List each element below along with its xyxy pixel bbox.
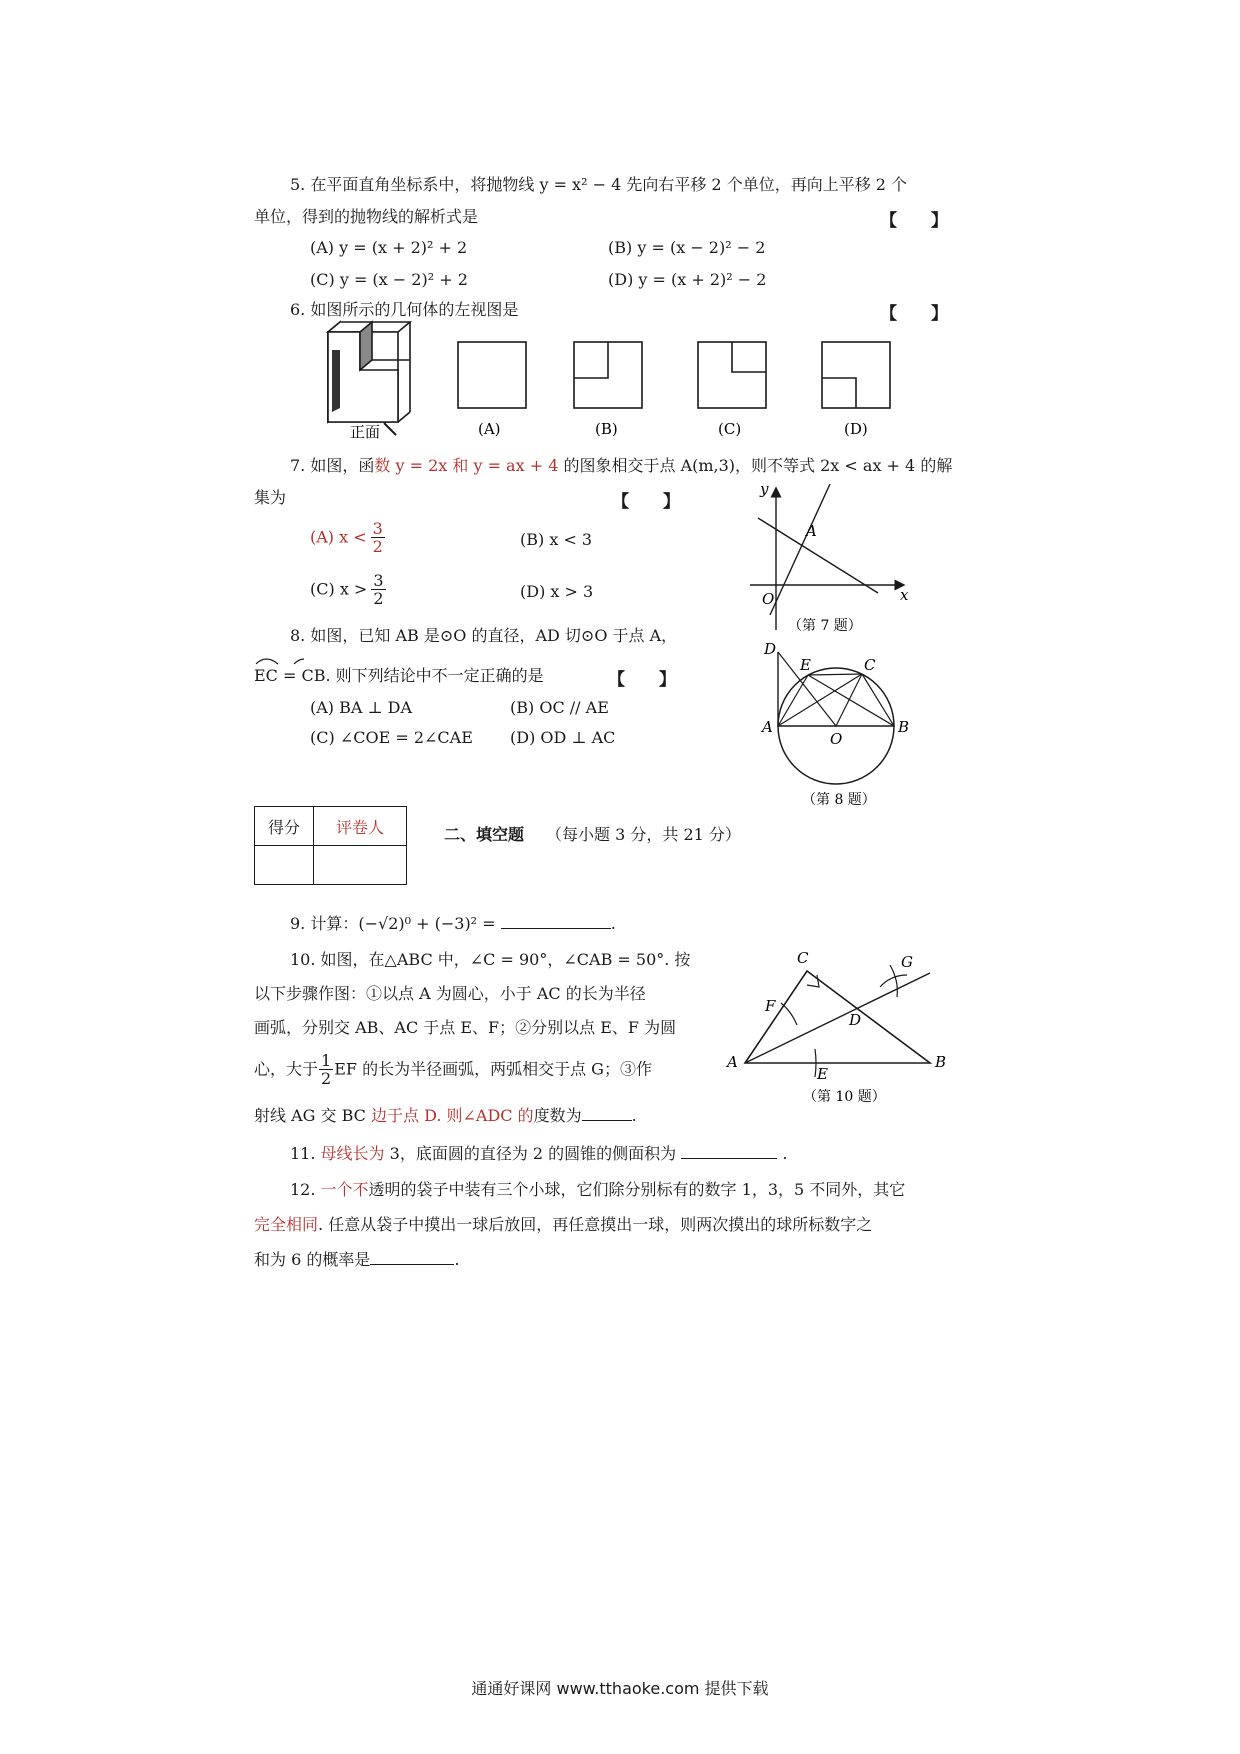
score-box <box>254 806 407 885</box>
q8-segment-eb <box>808 675 894 726</box>
q7-option-c-num: 3 <box>373 571 384 590</box>
q11-end: . <box>782 1144 788 1163</box>
q10-label-f: F <box>765 997 776 1015</box>
q10-triangle-figure <box>725 945 965 1105</box>
q12-number: 12. <box>290 1180 321 1199</box>
q12-text: 透明的袋子中装有三个小球，它们除分别标有的数字 1，3，5 不同外，其它 <box>368 1180 906 1199</box>
score-cell[interactable] <box>255 846 314 885</box>
q10-label-d: D <box>849 1011 862 1029</box>
q7-option-a-text: (A) x < <box>310 527 367 547</box>
q8-caption: （第 8 题） <box>802 792 876 808</box>
q8-arc-marks <box>254 654 304 666</box>
q5-line1: 5. 在平面直角坐标系中，将抛物线 y = x² − 4 先向右平移 2 个单位，再向上平移 2 个 <box>290 175 908 194</box>
q8-segment-ae <box>778 675 808 726</box>
solid-figure <box>328 322 410 422</box>
q11 <box>290 1144 787 1164</box>
q6-label-c: (C) <box>718 420 742 438</box>
q12-line3 <box>254 1250 459 1270</box>
q10-line4-part-a: 心，大于 <box>254 1059 319 1079</box>
q10-end: . <box>631 1106 637 1125</box>
footer: 通通好课网 www.tthaoke.com 提供下载 <box>471 1679 769 1698</box>
q6-label-d: (D) <box>844 420 868 438</box>
q10-line5 <box>254 1106 637 1126</box>
q10-line5-highlight: 边于点 D. 则∠ADC 的 <box>370 1106 534 1125</box>
q10-line5-part-c: 度数为 <box>533 1106 582 1125</box>
q6-answer-bracket: 【 】 <box>880 304 948 324</box>
q7-option-a-num: 3 <box>372 519 383 538</box>
q7-answer-bracket: 【 】 <box>612 492 680 512</box>
q10-answer-blank[interactable] <box>582 1106 632 1121</box>
q8-label-b: B <box>898 718 910 736</box>
q11-number: 11. <box>290 1144 321 1163</box>
q5-option-c: (C) y = (x − 2)² + 2 <box>310 270 468 289</box>
section2-note: （每小题 3 分，共 21 分） <box>546 825 741 844</box>
q10-caption: （第 10 题） <box>803 1089 886 1105</box>
q5-option-d: (D) y = (x + 2)² − 2 <box>608 270 767 289</box>
q7-line1-part-a: 7. 如图，函 <box>290 456 375 475</box>
q6-figure-a <box>458 342 526 408</box>
q7-line1-part-c: 的图象相交于点 A(m,3)，则不等式 2x < ax + 4 的解 <box>558 456 953 475</box>
front-arrow-icon <box>384 423 396 435</box>
q11-answer-blank[interactable] <box>681 1144 777 1159</box>
q10-arc-g1 <box>880 975 907 987</box>
q10-label-g: G <box>901 953 913 971</box>
q8-line1: 8. 如图，已知 AB 是⊙O 的直径，AD 切⊙O 于点 A， <box>290 626 678 645</box>
q9-text: 9. 计算：(−√2)⁰ + (−3)² = <box>290 914 496 933</box>
q6-label-a: (A) <box>478 420 501 438</box>
q10-frac-den: 2 <box>321 1069 332 1088</box>
q8-label-c: C <box>864 656 876 674</box>
q6-figure-c <box>698 342 766 408</box>
q8-option-c: (C) ∠COE = 2∠CAE <box>310 728 473 747</box>
q5-option-b: (B) y = (x − 2)² − 2 <box>608 238 766 257</box>
q6-label-b: (B) <box>595 420 618 438</box>
q6-stem: 6. 如图所示的几何体的左视图是 <box>290 300 519 319</box>
q10-line3: 画弧，分别交 AB、AC 于点 E、F；②分别以点 E、F 为圆 <box>254 1018 677 1037</box>
q5-answer-bracket: 【 】 <box>880 211 948 231</box>
q10-line4 <box>254 1052 652 1092</box>
q8-label-a: A <box>762 718 773 736</box>
q10-ray-ag <box>745 973 930 1063</box>
q8-option-b: (B) OC // AE <box>510 698 609 717</box>
q11-highlight: 母线长为 <box>320 1144 385 1163</box>
q10-label-c: C <box>797 949 809 967</box>
q7-graph <box>740 480 910 640</box>
q8-label-e: E <box>800 656 811 674</box>
q7-origin-label: O <box>762 590 775 608</box>
q12-line2-text: . 任意从袋子中摸出一球后放回，再任意摸出一球，则两次摸出的球所标数字之 <box>318 1215 873 1234</box>
q10-line1: 10. 如图，在△ABC 中，∠C = 90°，∠CAB = 50°. 按 <box>290 950 691 969</box>
q8-option-d: (D) OD ⊥ AC <box>510 728 616 747</box>
q7-option-d: (D) x > 3 <box>520 582 594 601</box>
q8-segment-ec <box>808 674 862 675</box>
q7-line1 <box>290 456 952 476</box>
q6-front-label: 正面 <box>350 423 381 440</box>
q10-label-b: B <box>935 1053 947 1071</box>
q10-line4-part-b: EF 的长为半径画弧，两弧相交于点 G；③作 <box>334 1059 652 1079</box>
q8-label-d: D <box>764 640 777 658</box>
q7-line2: 集为 <box>254 488 287 507</box>
q8-segment-cb <box>862 674 894 726</box>
q7-x-label: x <box>900 586 909 604</box>
q9 <box>290 914 616 934</box>
q12-line2-highlight: 完全相同 <box>254 1215 319 1234</box>
q10-label-a: A <box>727 1053 738 1071</box>
q5-line2: 单位，得到的抛物线的解析式是 <box>254 207 479 226</box>
q6-figures <box>310 320 920 440</box>
q7-option-a <box>310 520 385 560</box>
q7-point-a-label: A <box>806 522 817 540</box>
q10-frac-num: 1 <box>321 1051 332 1070</box>
q12-line2 <box>254 1215 872 1235</box>
q5-option-a: (A) y = (x + 2)² + 2 <box>310 238 468 257</box>
q9-answer-blank[interactable] <box>501 914 611 929</box>
q10-line5-part-a: 射线 AG 交 BC <box>254 1106 371 1125</box>
q12-line3-text: 和为 6 的概率是 <box>254 1250 371 1269</box>
q7-option-b: (B) x < 3 <box>520 530 593 549</box>
q11-text: 3，底面圆的直径为 2 的圆锥的侧面积为 <box>384 1144 677 1163</box>
section2-title: 二、填空题 <box>444 825 525 844</box>
q12-line1 <box>290 1180 905 1200</box>
q8-line2: EC = CB. 则下列结论中不一定正确的是 <box>254 666 544 685</box>
q7-option-a-den: 2 <box>372 537 383 556</box>
q8-answer-bracket: 【 】 <box>608 670 676 690</box>
q7-option-c <box>310 572 386 612</box>
q12-end: . <box>454 1250 460 1269</box>
grader-label: 评卷人 <box>314 807 407 846</box>
q10-line2: 以下步骤作图：①以点 A 为圆心，小于 AC 的长为半径 <box>254 984 646 1003</box>
q7-y-label: y <box>760 480 769 498</box>
q8-label-o: O <box>830 730 843 748</box>
q7-caption: （第 7 题） <box>788 618 862 634</box>
q10-label-e: E <box>817 1065 828 1083</box>
q12-answer-blank[interactable] <box>370 1250 454 1265</box>
score-label: 得分 <box>255 807 314 846</box>
q6-figure-b <box>574 342 642 408</box>
q9-end: . <box>610 914 616 933</box>
q8-circle-figure <box>750 640 920 810</box>
q10-right-angle-mark <box>807 975 819 987</box>
q8-option-a: (A) BA ⊥ DA <box>310 698 413 717</box>
q7-line-2x <box>770 484 830 615</box>
q7-line1-highlight: 数 y = 2x 和 y = ax + 4 <box>374 456 559 475</box>
q6-figure-d <box>822 342 890 408</box>
q7-option-c-text: (C) x > <box>310 579 368 599</box>
q7-option-c-den: 2 <box>373 589 384 608</box>
q12-highlight: 一个不 <box>320 1180 369 1199</box>
grader-cell[interactable] <box>314 846 407 885</box>
